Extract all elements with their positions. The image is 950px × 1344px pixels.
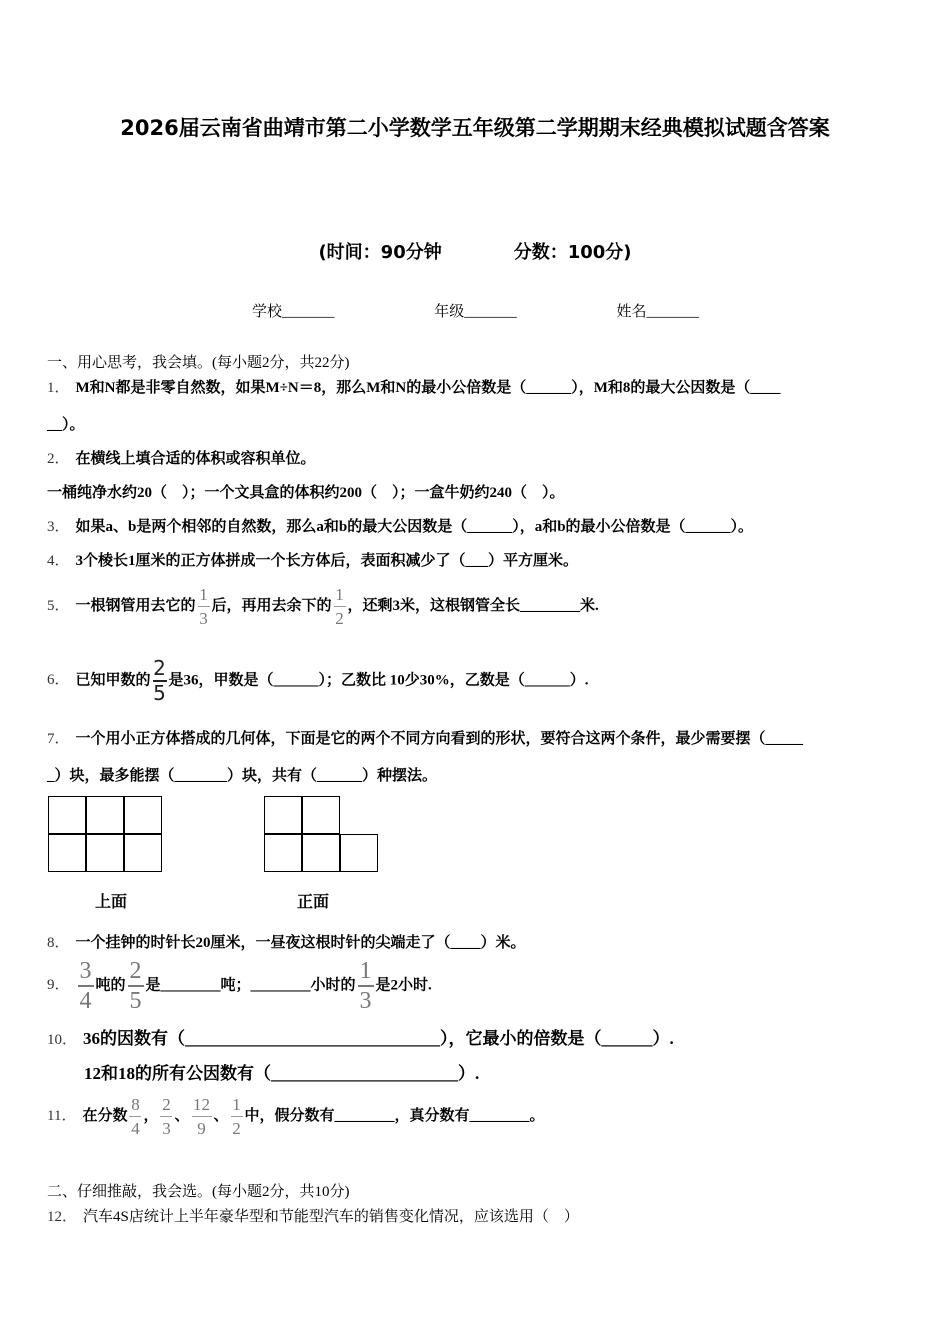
fraction-bar (198, 606, 210, 607)
fraction-bar (334, 606, 346, 607)
question-text: 在分数 (82, 1107, 128, 1124)
question-2-continued: 一桶纯净水约20（ ）；一个文具盒的体积约200（ ）；一盒牛奶约240（ ）。 (47, 485, 565, 501)
numerator: 1 (359, 958, 372, 984)
numerator: 12 (193, 1095, 210, 1114)
numerator: 1 (335, 585, 344, 604)
fraction-bar (78, 985, 94, 987)
question-text: 是2小时. (375, 977, 432, 994)
denominator: 3 (162, 1119, 171, 1138)
question-11 (47, 1096, 545, 1137)
question-2 (47, 447, 316, 468)
fraction-bar (160, 1116, 172, 1117)
square (48, 796, 86, 834)
question-text: 汽车4S店统计上半年豪华型和节能型汽车的销售变化情况，应该选用（ ） (83, 1209, 579, 1225)
denominator: 3 (359, 988, 372, 1014)
fraction (128, 960, 144, 1012)
question-text: 是________吨；________小时的 (145, 977, 356, 994)
question-text: 中，假分数有________，真分数有________。 (244, 1107, 545, 1124)
question-number: 1． (47, 380, 70, 396)
fraction (192, 1096, 212, 1137)
square (86, 834, 124, 872)
numerator: 3 (79, 958, 92, 984)
square (302, 834, 340, 872)
question-12 (47, 1205, 579, 1226)
square (124, 796, 162, 834)
question-1 (47, 376, 780, 397)
denominator: 5 (129, 988, 142, 1014)
question-text: 已知甲数的 (75, 672, 151, 689)
fraction-bar (192, 1116, 212, 1117)
fraction-bar (129, 1116, 141, 1117)
separator: ， (143, 1107, 159, 1124)
question-number: 4． (47, 553, 70, 569)
name-field[interactable]: 姓名_______ (616, 304, 700, 320)
exam-score: 分数：100分) (513, 242, 632, 263)
question-number: 9． (47, 977, 70, 994)
square (340, 834, 378, 872)
denominator: 4 (79, 988, 92, 1014)
separator: 、 (213, 1107, 229, 1124)
question-3 (47, 515, 753, 536)
question-text: 3个棱长1厘米的正方体拼成一个长方体后，表面积减少了（___）平方厘米。 (75, 553, 579, 569)
numerator: 8 (131, 1095, 140, 1114)
numerator: 2 (162, 1095, 171, 1114)
question-number: 6． (47, 672, 70, 689)
question-text: M和N都是非零自然数，如果M÷N＝8，那么M和N的最小公倍数是（______），M和8的最大公因数是（____ (75, 380, 781, 396)
question-10 (47, 1024, 674, 1049)
question-number: 10． (47, 1032, 78, 1048)
numerator: 2 (129, 958, 142, 984)
question-text: ，还剩3米，这根钢管全长________米. (347, 597, 599, 614)
fraction (334, 586, 346, 627)
fraction (78, 960, 94, 1012)
question-7-continued: _）块，最多能摆（_______）块，共有（______）种摆法。 (47, 768, 438, 784)
exam-info (0, 238, 950, 264)
denominator: 2 (335, 609, 344, 628)
question-9 (47, 960, 432, 1012)
denominator: 2 (232, 1119, 241, 1138)
question-6 (47, 656, 589, 705)
fraction-bar (358, 985, 374, 987)
question-text: 在横线上填合适的体积或容积单位。 (75, 451, 316, 467)
question-number: 5． (47, 597, 70, 614)
page-title: 2026届云南省曲靖市第二小学数学五年级第二学期期末经典模拟试题含答案 (120, 116, 830, 140)
denominator: 5 (153, 681, 166, 705)
square (264, 834, 302, 872)
student-fields (252, 300, 795, 321)
square (48, 834, 86, 872)
numerator: 1 (232, 1095, 241, 1114)
square (264, 796, 302, 834)
fraction-bar (231, 1116, 243, 1117)
fraction (160, 1096, 172, 1137)
question-text: 一个挂钟的时针长20厘米，一昼夜这根时针的尖端走了（____）米。 (75, 935, 526, 951)
denominator: 4 (131, 1119, 140, 1138)
denominator: 3 (199, 609, 208, 628)
front-view-label: 正面 (297, 894, 330, 911)
question-number: 3． (47, 519, 70, 535)
question-text: 是36，甲数是（______）；乙数比 10少30%，乙数是（______）. (168, 672, 589, 689)
question-text: 后，再用去余下的 (211, 597, 332, 614)
separator: 、 (174, 1107, 190, 1124)
grade-field[interactable]: 年级_______ (434, 304, 517, 320)
fraction (129, 1096, 141, 1137)
question-8 (47, 931, 526, 952)
top-view-label: 上面 (95, 894, 128, 911)
denominator: 9 (197, 1119, 206, 1138)
square (302, 796, 340, 834)
question-4 (47, 549, 578, 570)
question-text: 如果a、b是两个相邻的自然数，那么a和b的最大公因数是（______），a和b的最小公倍数是（______）。 (75, 519, 754, 535)
question-5 (47, 586, 599, 627)
question-number: 8． (47, 935, 70, 951)
square (124, 834, 162, 872)
question-7 (47, 727, 803, 748)
square (86, 796, 124, 834)
fraction (231, 1096, 243, 1137)
question-text: 吨的 (95, 977, 126, 994)
exam-time: (时间：90分钟 (318, 242, 442, 263)
question-text: 36的因数有（______________________________），它最小的倍数是（______）. (83, 1029, 674, 1048)
question-number: 11． (47, 1107, 77, 1124)
question-number: 7． (47, 731, 70, 747)
question-number: 2． (47, 451, 70, 467)
numerator: 2 (153, 656, 166, 680)
numerator: 1 (199, 585, 208, 604)
section-1-heading: 一、用心思考，我会填。(每小题2分，共22分) (47, 355, 350, 371)
school-field[interactable]: 学校_______ (252, 304, 335, 320)
question-number: 12． (47, 1209, 78, 1225)
question-1-continued: __）。 (47, 417, 85, 433)
section-2-heading: 二、仔细推敲，我会选。(每小题2分，共10分) (47, 1184, 350, 1200)
fraction-bar (128, 985, 144, 987)
question-text: 一个用小正方体搭成的几何体，下面是它的两个不同方向看到的形状，要符合这两个条件，最少需要摆（_____ (75, 731, 804, 747)
question-10-continued: 12和18的所有公因数有（______________________）. (84, 1064, 480, 1083)
fraction (153, 656, 167, 705)
question-text: 一根钢管用去它的 (75, 597, 196, 614)
fraction (198, 586, 210, 627)
fraction (358, 960, 374, 1012)
